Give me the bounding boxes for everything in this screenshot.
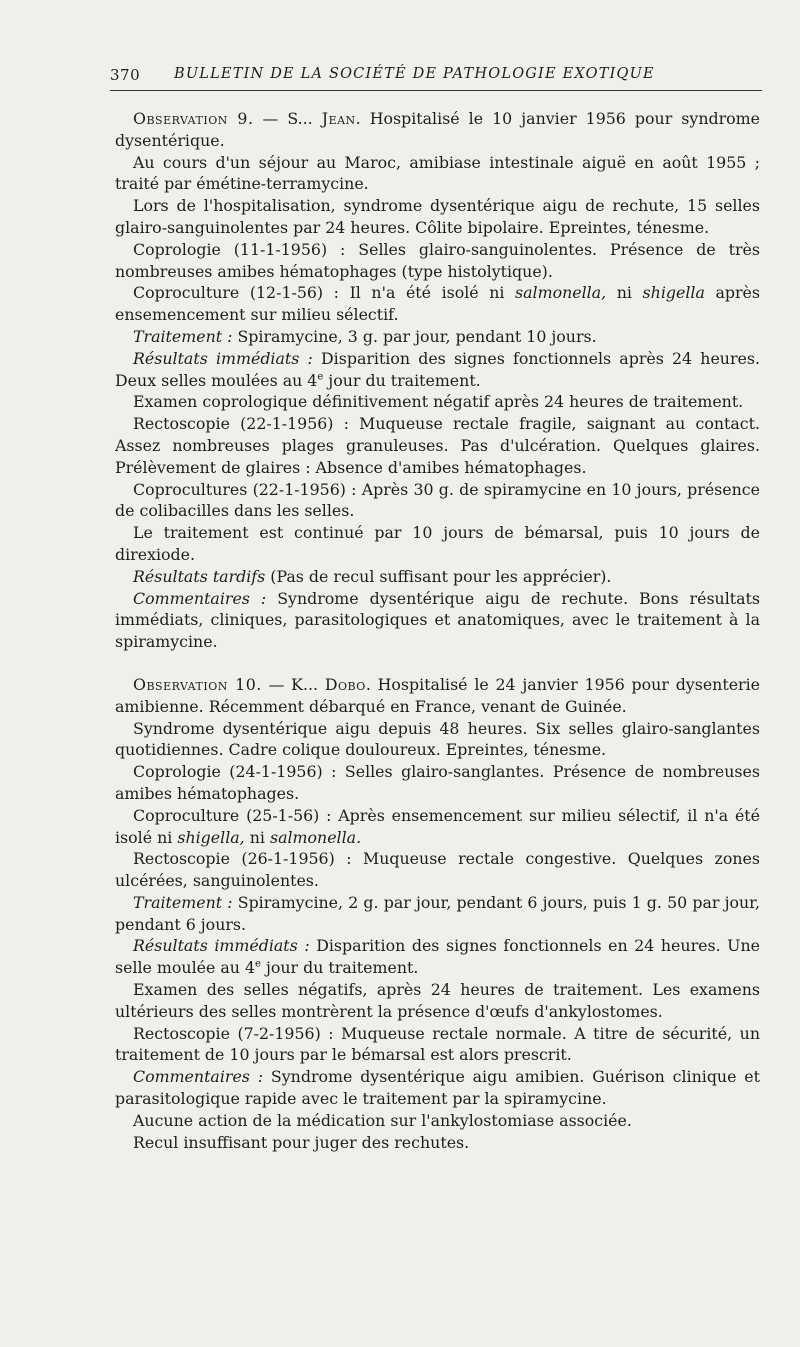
obs10-recul: Recul insuffisant pour juger des rechutes. [133, 1132, 470, 1152]
obs10-rectoscopie: Rectoscopie (26-1-1956) : Muqueuse rectale congestive. Quelques zones ulcérées, sanguinolentes. [115, 849, 760, 891]
obs10-traitement: Traitement : Spiramycine, 2 g. par jour, pendant 6 jours, puis 1 g. 50 par jour, pendant 6 jours. [115, 892, 760, 934]
document-body [115, 108, 760, 1153]
obs10-examen: Examen des selles négatifs, après 24 heures de traitement. Les examens ultérieurs des selles montrèrent la présence d'œufs d'ankylostomes. [115, 980, 760, 1021]
obs9-patient-name: Jean [321, 109, 356, 128]
obs9-coprocultures: Coprocultures (22-1-1956) : Après 30 g. de spiramycine en 10 jours, présence de colibacilles dans les selles. [115, 479, 760, 521]
obs9-rectoscopie: Rectoscopie (22-1-1956) : Muqueuse rectale fragile, saignant au contact. Assez nombreuses plages granuleuses. Pas d'ulcération. Quelques glaires. Prélèvement de glaires : Absence d'amibes hématophages. [115, 414, 760, 477]
obs10-resultats-immediats: Résultats immédiats : Disparition des signes fonctionnels en 24 heures. Une selle moulée au 4e jour du traitement. [115, 936, 761, 978]
obs10-coprologie: Coprologie (24-1-1956) : Selles glairo-sanglantes. Présence de nombreuses amibes hématophages. [115, 762, 760, 803]
obs10-rectoscopie-2: Rectoscopie (7-2-1956) : Muqueuse rectale normale. A titre de sécurité, un traitement de 10 jours par le bémarsal est alors prescrit. [115, 1023, 760, 1065]
obs9-traitement-continue: Le traitement est continué par 10 jours de bémarsal, puis 10 jours de direxiode. [115, 523, 760, 564]
obs9-history: Au cours d'un séjour au Maroc, amibiase intestinale aiguë en août 1955 ; traité par émétine-terramycine. [115, 152, 760, 194]
obs9-hospitalisation: Lors de l'hospitalisation, syndrome dysentérique aigu de rechute, 15 selles glairo-sanguinolentes par 24 heures. Côlite bipolaire. Epreintes, ténesme. [115, 196, 760, 237]
obs10-coproculture: Coproculture (25-1-56) : Après ensemencement sur milieu sélectif, il n'a été isolé ni shigella, ni salmonella. [115, 805, 760, 847]
section-gap [115, 653, 760, 674]
obs10-ankylostomiase: Aucune action de la médication sur l'ankylostomiase associée. [133, 1110, 632, 1130]
obs9-resultats-immediats: Résultats immédiats : Disparition des signes fonctionnels après 24 heures. Deux selles moulées au 4e jour du traitement. [115, 348, 760, 390]
obs9-coproculture: Coproculture (12-1-56) : Il n'a été isolé ni salmonella, ni shigella après ensemencement sur milieu sélectif. [115, 283, 760, 325]
page-number: 370 [110, 66, 141, 84]
obs10-commentaires: Commentaires : Syndrome dysentérique aigu amibien. Guérison clinique et parasitologique rapide avec le traitement par la spiramycine. [115, 1067, 760, 1109]
obs9-commentaires: Commentaires : Syndrome dysentérique aigu de rechute. Bons résultats immédiats, cliniques, parasitologiques et anatomiques, avec le traitement à la spiramycine. [115, 588, 761, 652]
obs10-patient-name: Dobo [324, 674, 366, 694]
obs10-syndrome: Syndrome dysentérique aigu depuis 48 heures. Six selles glairo-sanglantes quotidiennes. Cadre colique douloureux. Epreintes, ténesme. [115, 718, 760, 760]
obs9-traitement: Traitement : Spiramycine, 3 g. par jour, pendant 10 jours. [133, 326, 597, 346]
obs9-resultats-tardifs: Résultats tardifs (Pas de recul suffisant pour les apprécier). [133, 566, 612, 586]
running-title: BULLETIN DE LA SOCIÉTÉ DE PATHOLOGIE EXOTIQUE [174, 66, 655, 82]
obs9-label: Observation 9. [133, 109, 254, 128]
obs9-coprologie: Coprologie (11-1-1956) : Selles glairo-sanguinolentes. Présence de très nombreuses amibes hématophages (type histolytique). [115, 239, 760, 281]
obs10-label: Observation 10. [133, 674, 262, 694]
page-header [110, 64, 762, 91]
obs9-intro: Observation 9. — S... Jean. Hospitalisé le 10 janvier 1956 pour syndrome dysentérique. [115, 109, 760, 150]
obs9-examen: Examen coprologique définitivement négatif après 24 heures de traitement. [133, 392, 744, 412]
obs10-intro: Observation 10. — K... Dobo. Hospitalisé le 24 janvier 1956 pour dysenterie amibienne. Récemment débarqué en France, venant de Guinée. [115, 674, 761, 716]
